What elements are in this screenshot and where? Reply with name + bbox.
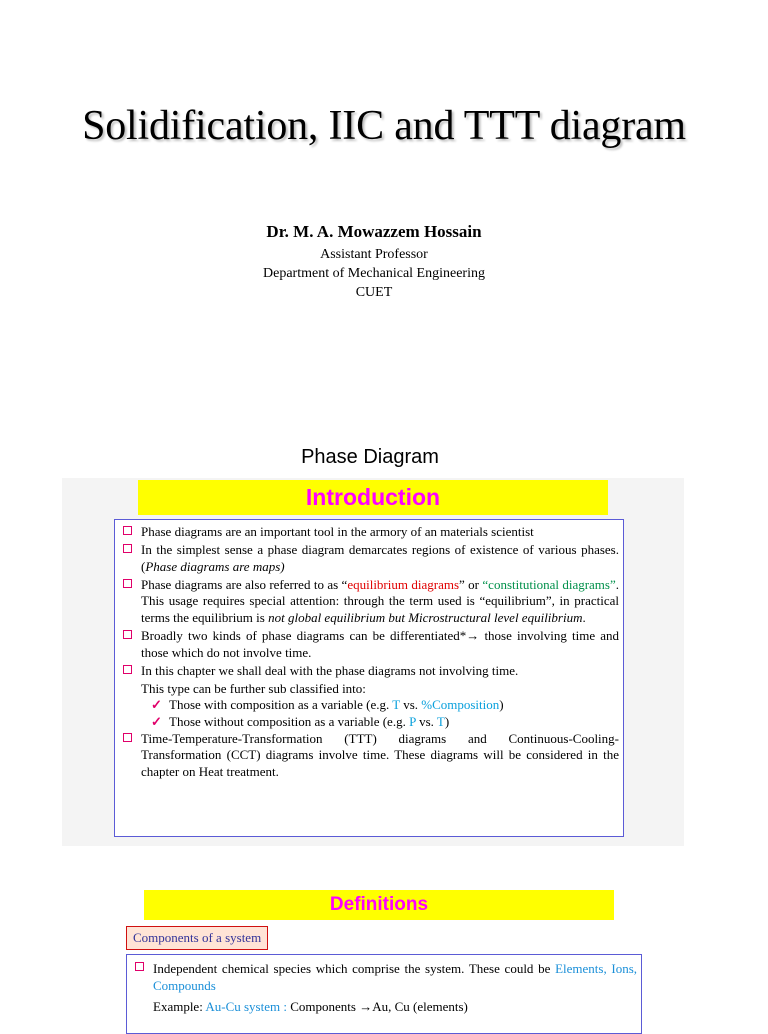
example-line: Example: Au-Cu system : Components →Au, Cu (elements) — [153, 999, 468, 1014]
section-label: Phase Diagram — [301, 446, 439, 468]
intro-heading: Introduction — [138, 480, 608, 515]
components-label: Components of a system — [126, 926, 268, 950]
square-bullet-icon — [135, 962, 144, 971]
check-mark-icon: ✓ — [151, 697, 162, 713]
page-title: Solidification, IIC and TTT diagram — [82, 103, 686, 149]
definitions-heading: Definitions — [144, 890, 614, 920]
list-item: Phase diagrams are an important tool in the armory of an materials scientist — [121, 524, 619, 541]
square-bullet-icon — [123, 544, 132, 553]
list-item: Phase diagrams are also referred to as “equilibrium diagrams” or “constitutional diagrams”. This usage requires special attention: through the term used is “equilibrium”, in practical terms the equilibrium is not global equilibrium but Microstructural level equilibrium. — [121, 577, 619, 627]
list-item: Broadly two kinds of phase diagrams can be differentiated*→ those involving time and those which do not involve time. — [121, 628, 619, 661]
list-item: Independent chemical species which comprise the system. These could be Elements, Ions, Compounds — [133, 960, 637, 994]
square-bullet-icon — [123, 526, 132, 535]
author-institution: CUET — [355, 285, 393, 300]
author-name: Dr. M. A. Mowazzem Hossain — [266, 222, 482, 241]
check-mark-icon: ✓ — [151, 714, 162, 730]
check-item: ✓ Those with composition as a variable (e.g. T vs. %Composition) — [151, 697, 504, 713]
square-bullet-icon — [123, 733, 132, 742]
intro-content-box — [114, 519, 624, 837]
definitions-content-box — [126, 954, 642, 1034]
square-bullet-icon — [123, 630, 132, 639]
list-item: In the simplest sense a phase diagram demarcates regions of existence of various phases. (Phase diagrams are maps) — [121, 542, 619, 575]
author-position: Assistant Professor — [320, 247, 428, 262]
list-item: In this chapter we shall deal with the phase diagrams not involving time. — [121, 663, 619, 680]
author-department: Department of Mechanical Engineering — [263, 266, 485, 281]
square-bullet-icon — [123, 665, 132, 674]
check-item: ✓ Those without composition as a variable (e.g. P vs. T) — [151, 714, 450, 730]
list-item: Time-Temperature-Transformation (TTT) diagrams and Continuous-Cooling-Transformation (CCT) diagrams involve time. These diagrams will be considered in the chapter on Heat treatment. — [121, 731, 619, 781]
square-bullet-icon — [123, 579, 132, 588]
sub-text: This type can be further sub classified into: — [141, 680, 366, 696]
